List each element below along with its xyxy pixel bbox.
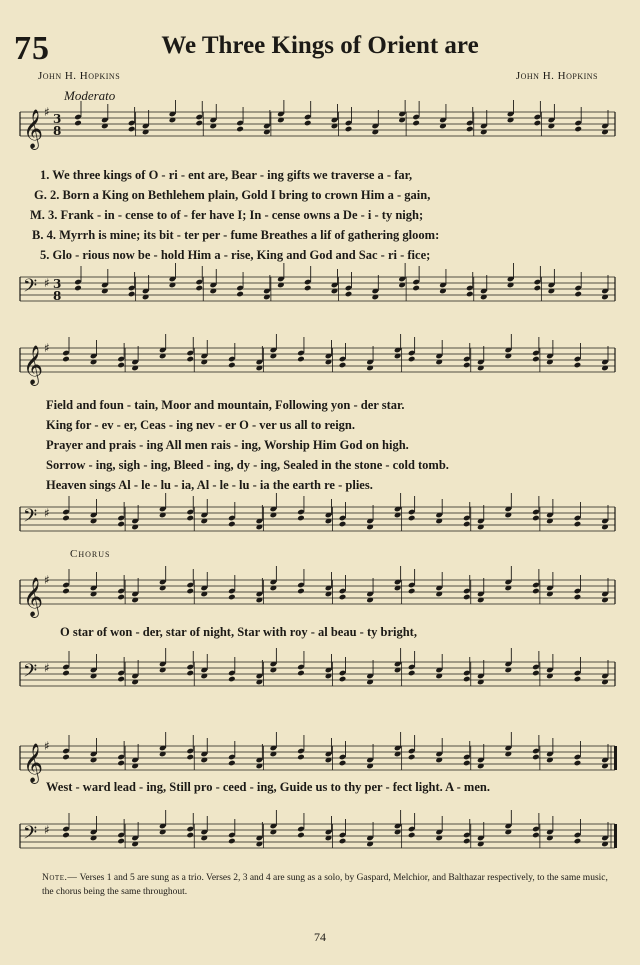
svg-text:♯: ♯ [44,506,50,520]
svg-text:3: 3 [53,277,62,291]
svg-text:𝄢: 𝄢 [23,506,38,531]
page-number: 74 [314,930,326,944]
chorus-label: Chorus [70,548,111,560]
verse-line: M. 3. Frank - in - cense to of - fer have I; In - cense owns a De - i - ty nigh; [30,208,424,222]
svg-text:♯: ♯ [44,341,50,355]
bass-staff-system-1 [0,262,640,312]
svg-text:𝄞: 𝄞 [23,109,44,149]
verses-system-1 [30,165,440,265]
svg-text:8: 8 [53,124,62,138]
verse-line: 1. We three kings of O - ri - ent are, Bear - ing gifts we traverse a - far, [40,168,413,182]
treble-staff-chorus-1 [0,562,640,622]
verse-line: Prayer and prais - ing All men rais - ing, Worship Him God on high. [46,438,409,452]
svg-text:♯: ♯ [44,739,50,753]
bass-staff-chorus-1 [0,648,640,708]
svg-text:𝄢: 𝄢 [23,823,38,848]
verses-system-2 [46,395,449,495]
tempo-marking: Moderato [64,88,116,103]
verse-line: King for - ev - er, Ceas - ing nev - er O - ver us all to reign. [46,418,355,432]
chorus-lyric-2: West - ward lead - ing, Still pro - ceed - ing, Guide us to thy per - fect light. A - men. [46,780,490,794]
svg-text:𝄞: 𝄞 [23,743,44,783]
footnote-text: Verses 1 and 5 are sung as a trio. Verses 2, 3 and 4 are sung as a solo, by Gaspard, Melchior, and Balthazar respectively, to the same music, the chorus being the same throughout. [42,873,608,897]
verse-line: G. 2. Born a King on Bethlehem plain, Gold I bring to crown Him a - gain, [34,188,431,202]
svg-text:♯: ♯ [44,276,50,290]
treble-staff-chorus-2 [0,728,640,788]
chorus-lyric-1: O star of won - der, star of night, Star with roy - al beau - ty bright, [60,625,417,639]
bass-staff-system-2 [0,492,640,542]
svg-text:3: 3 [53,112,62,126]
footnote [42,871,617,899]
svg-text:♯: ♯ [44,823,50,837]
treble-staff-system-2 [0,330,640,390]
verse-line: Sorrow - ing, sigh - ing, Bleed - ing, dy - ing, Sealed in the stone - cold tomb. [46,458,449,472]
footnote-label: Note.— [42,873,78,883]
svg-text:♯: ♯ [44,573,50,587]
svg-text:𝄢: 𝄢 [23,661,38,686]
svg-text:♯: ♯ [44,661,50,675]
verse-line: B. 4. Myrrh is mine; its bit - ter per - fume Breathes a lif of gathering gloom: [32,228,440,242]
verse-line: Field and foun - tain, Moor and mountain, Following yon - der star. [46,398,405,412]
svg-text:𝄞: 𝄞 [23,345,44,385]
verse-line: 5. Glo - rious now be - hold Him a - rise, King and God and Sac - ri - fice; [40,248,431,262]
words-credit: John H. Hopkins [38,70,121,82]
treble-staff-system-1 [0,100,640,160]
svg-text:𝄢: 𝄢 [23,276,38,301]
svg-text:8: 8 [53,289,62,303]
hymn-title: We Three Kings of Orient are [161,32,479,59]
svg-text:𝄞: 𝄞 [23,577,44,617]
bass-staff-chorus-2 [0,810,640,865]
verse-line: Heaven sings Al - le - lu - ia, Al - le - lu - ia the earth re - plies. [46,478,373,492]
music-credit: John H. Hopkins [515,70,598,82]
svg-text:♯: ♯ [44,105,50,119]
hymn-number: 75 [14,30,50,67]
